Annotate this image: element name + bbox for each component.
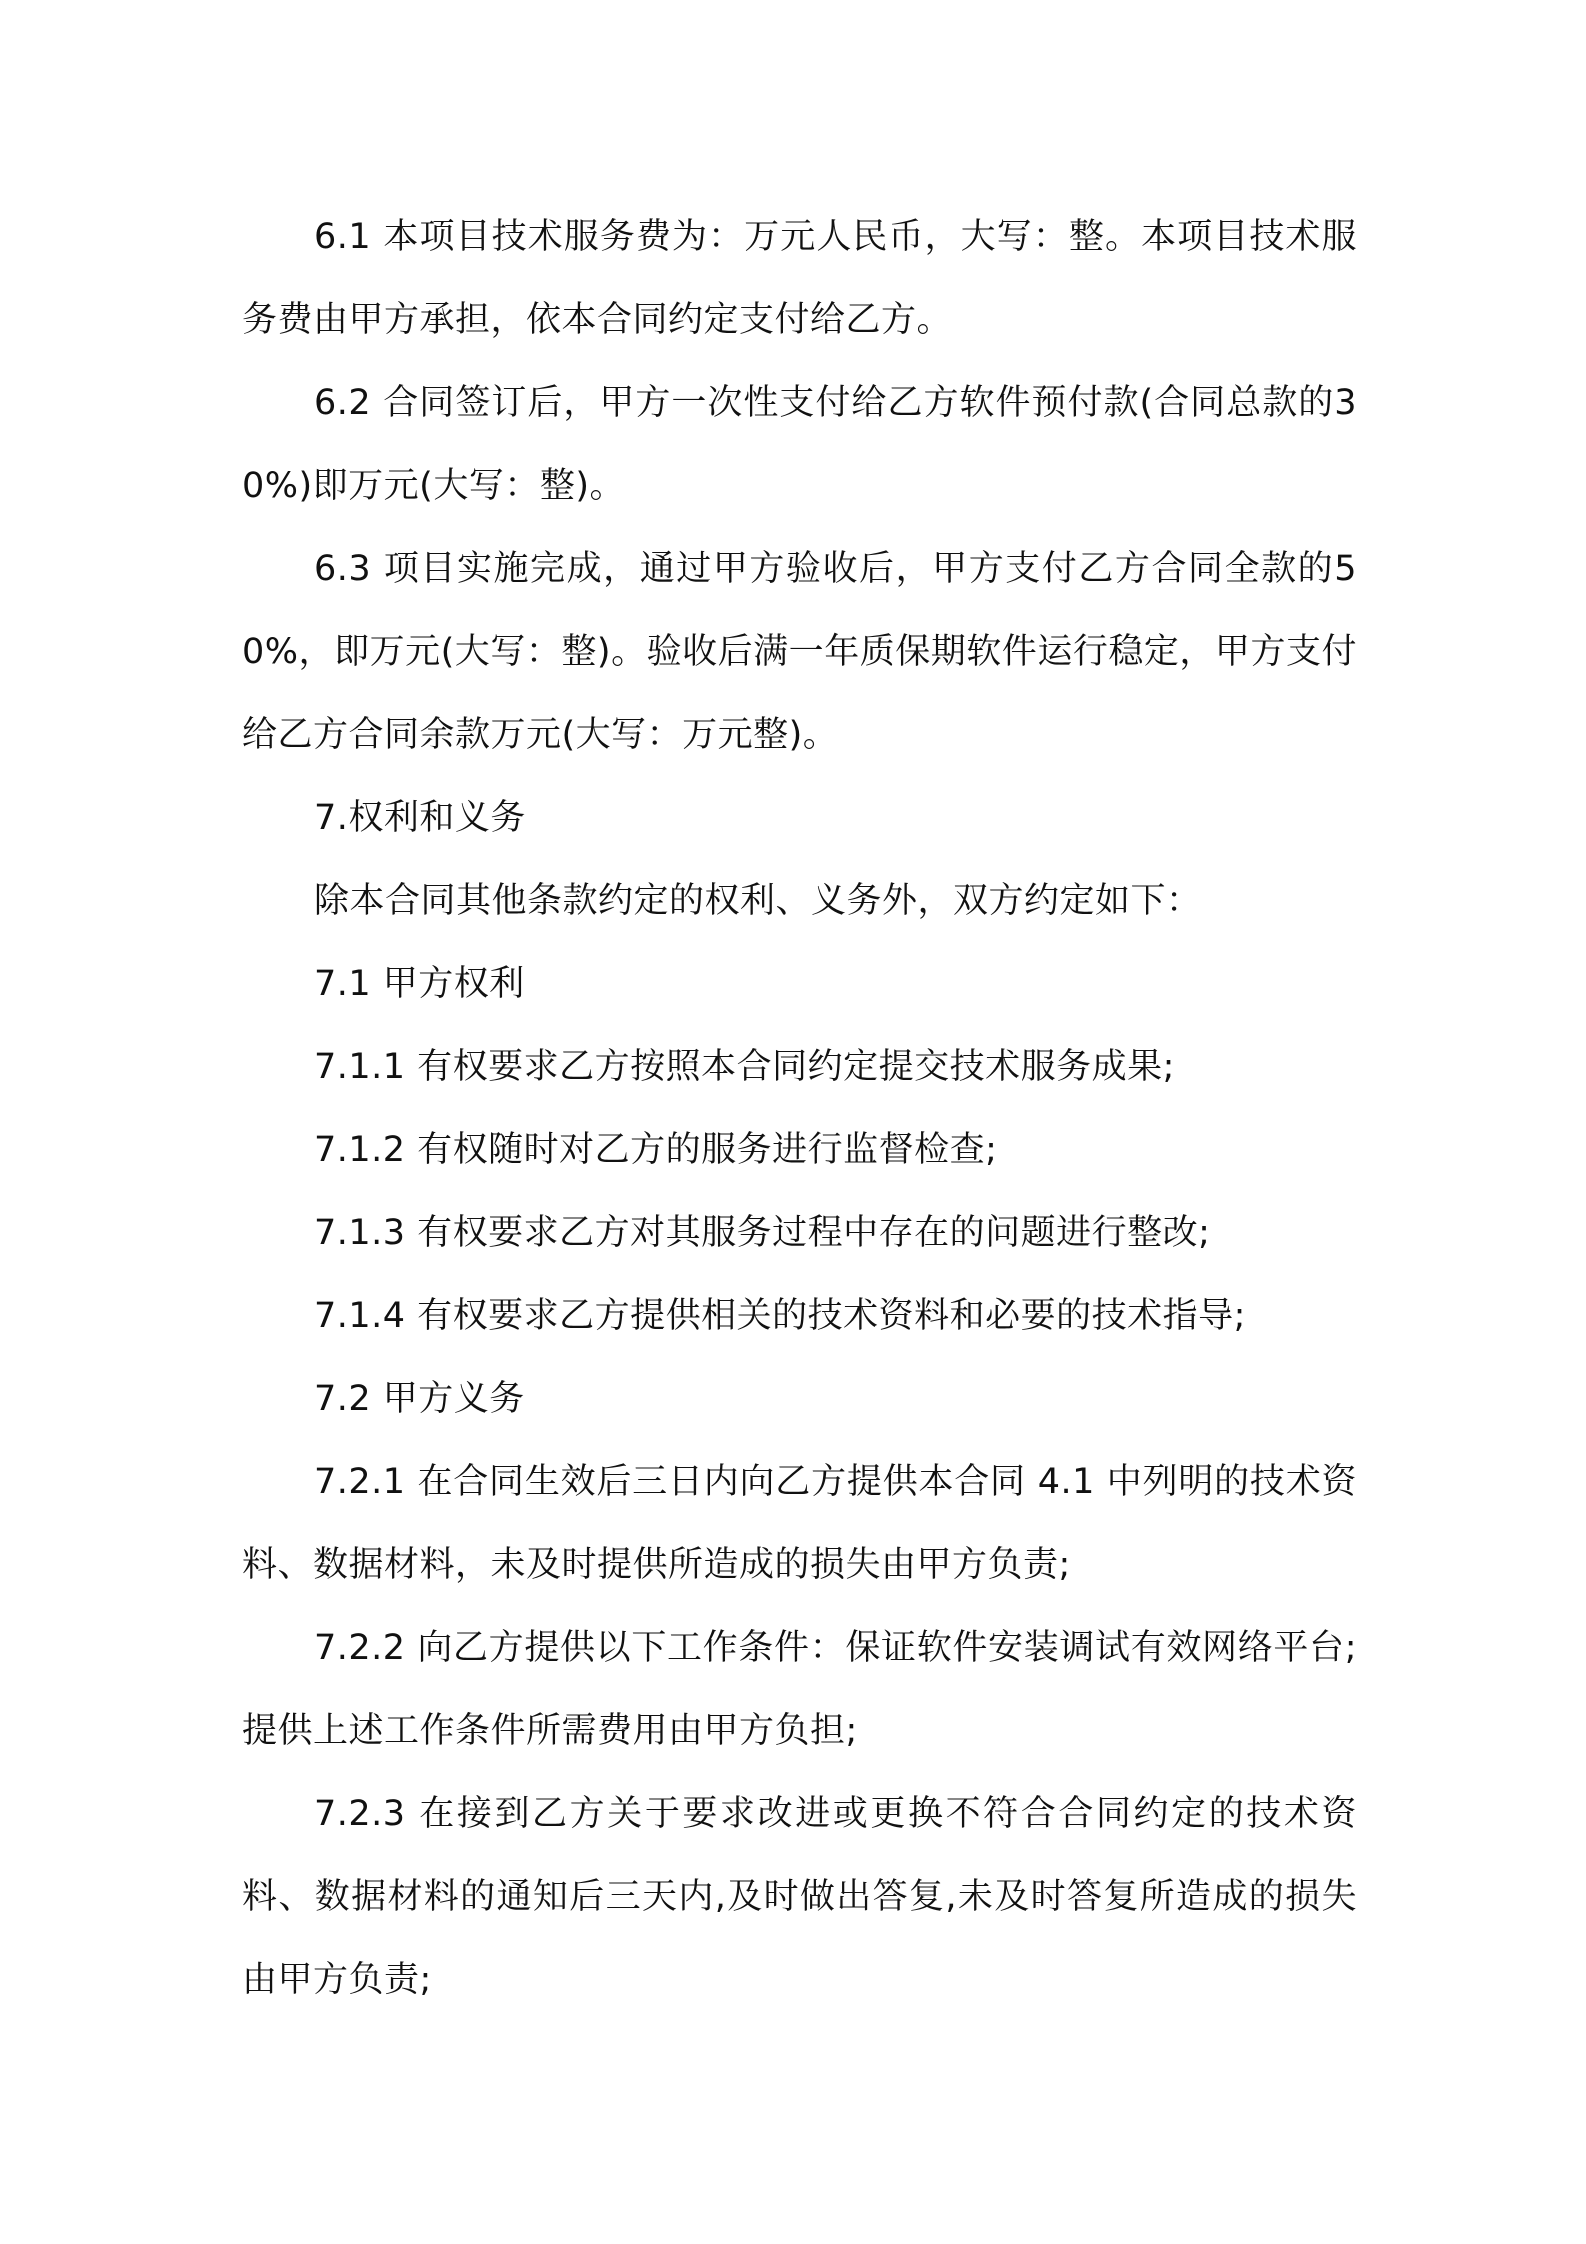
clause-7-1-2: 7.1.2 有权随时对乙方的服务进行监督检查;	[314, 1130, 998, 1170]
clause-7-2-2: 7.2.2 向乙方提供以下工作条件：保证软件安装调试有效网络平台;提供上述工作条件所需费用由甲方负担;	[242, 1628, 1357, 1751]
section-heading-7: 7.权利和义务	[314, 798, 526, 838]
subsection-heading-7-2: 7.2 甲方义务	[314, 1379, 525, 1419]
clause-6-3: 6.3 项目实施完成，通过甲方验收后，甲方支付乙方合同全款的50%，即万元(大写：整)。验收后满一年质保期软件运行稳定，甲方支付给乙方合同余款万元(大写：万元整)。	[242, 549, 1357, 755]
subsection-heading-7-1: 7.1 甲方权利	[314, 964, 525, 1004]
clause-6-1: 6.1 本项目技术服务费为：万元人民币，大写：整。本项目技术服务费由甲方承担，依本合同约定支付给乙方。	[242, 217, 1357, 340]
clause-7-1-1: 7.1.1 有权要求乙方按照本合同约定提交技术服务成果;	[314, 1047, 1175, 1087]
clause-7-1-4: 7.1.4 有权要求乙方提供相关的技术资料和必要的技术指导;	[314, 1296, 1246, 1336]
clause-7-1-3: 7.1.3 有权要求乙方对其服务过程中存在的问题进行整改;	[314, 1213, 1211, 1253]
section-7-intro: 除本合同其他条款约定的权利、义务外，双方约定如下：	[314, 881, 1202, 921]
clause-6-2: 6.2 合同签订后，甲方一次性支付给乙方软件预付款(合同总款的30%)即万元(大写：整)。	[242, 383, 1357, 506]
document-body	[242, 196, 1357, 2022]
clause-7-2-1: 7.2.1 在合同生效后三日内向乙方提供本合同 4.1 中列明的技术资料、数据材料，未及时提供所造成的损失由甲方负责;	[242, 1462, 1357, 1585]
clause-7-2-3: 7.2.3 在接到乙方关于要求改进或更换不符合合同约定的技术资料、数据材料的通知后三天内,及时做出答复,未及时答复所造成的损失由甲方负责;	[242, 1794, 1357, 2000]
